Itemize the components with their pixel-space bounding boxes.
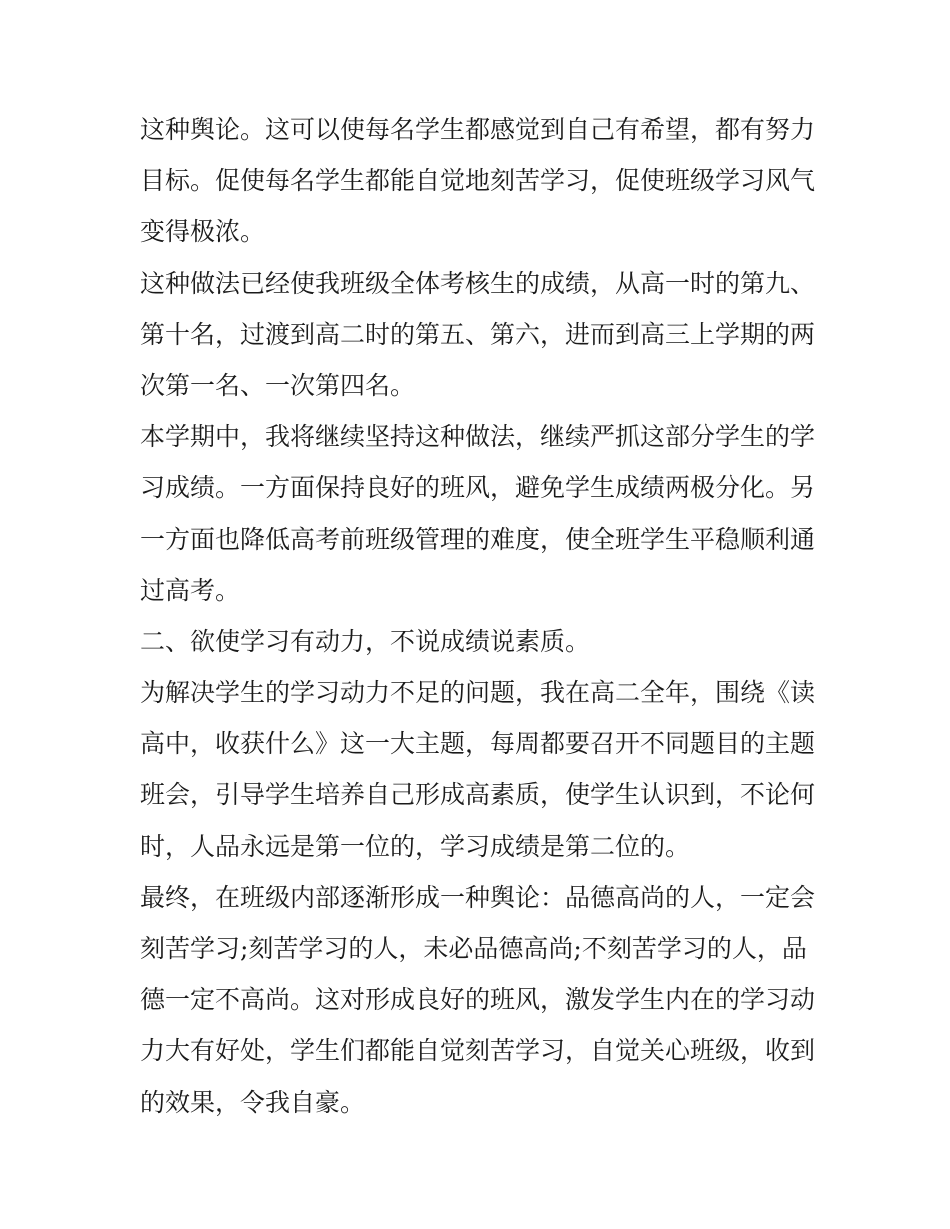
text-line: 为解决学生的学习动力不足的问题，我在高二全年，围绕《读 [140,678,816,708]
text-line: 德一定不高尚。这对形成良好的班风，激发学生内在的学习动 [140,985,816,1015]
text-line: 过高考。 [140,575,241,605]
text-line: 最终，在班级内部逐渐形成一种舆论：品德高尚的人，一定会 [140,882,816,912]
section-heading [140,616,812,667]
document-body [140,104,816,1128]
text-line: 本学期中，我将继续坚持这种做法，继续严抓这部分学生的学 [140,422,816,452]
text-line: 变得极浓。 [140,217,266,247]
text-line: 这种舆论。这可以使每名学生都感觉到自己有希望，都有努力 [140,115,816,144]
paragraph-5 [140,667,816,872]
paragraph-3 [140,411,816,616]
text-line: 次第一名、一次第四名。 [140,370,416,400]
text-line: 目标。促使每名学生都能自觉地刻苦学习，促使班级学习风气 [140,166,816,196]
text-line: 习成绩。一方面保持良好的班风，避免学生成绩两极分化。另 [140,473,816,503]
heading-line: 二、欲使学习有动力，不说成绩说素质。 [140,626,591,656]
text-line: 一方面也降低高考前班级管理的难度，使全班学生平稳顺利通 [140,524,816,554]
paragraph-1 [140,104,816,258]
paragraph-2 [140,258,816,412]
text-line: 班会，引导学生培养自己形成高素质，使学生认识到，不论何 [140,780,816,810]
text-line: 第十名，过渡到高二时的第五、第六，进而到高三上学期的两 [140,319,816,349]
text-line: 时，人品永远是第一位的，学习成绩是第二位的。 [140,831,691,861]
text-line: 力大有好处，学生们都能自觉刻苦学习，自觉关心班级，收到 [140,1036,816,1066]
text-line: 高中，收获什么》这一大主题，每周都要召开不同题目的主题 [140,729,816,759]
text-line: 刻苦学习;刻苦学习的人，未必品德高尚;不刻苦学习的人，品 [140,934,807,963]
text-line: 的效果，令我自豪。 [140,1087,366,1117]
text-line: 这种做法已经使我班级全体考核生的成绩，从高一时的第九、 [140,268,816,298]
paragraph-6 [140,872,816,1128]
